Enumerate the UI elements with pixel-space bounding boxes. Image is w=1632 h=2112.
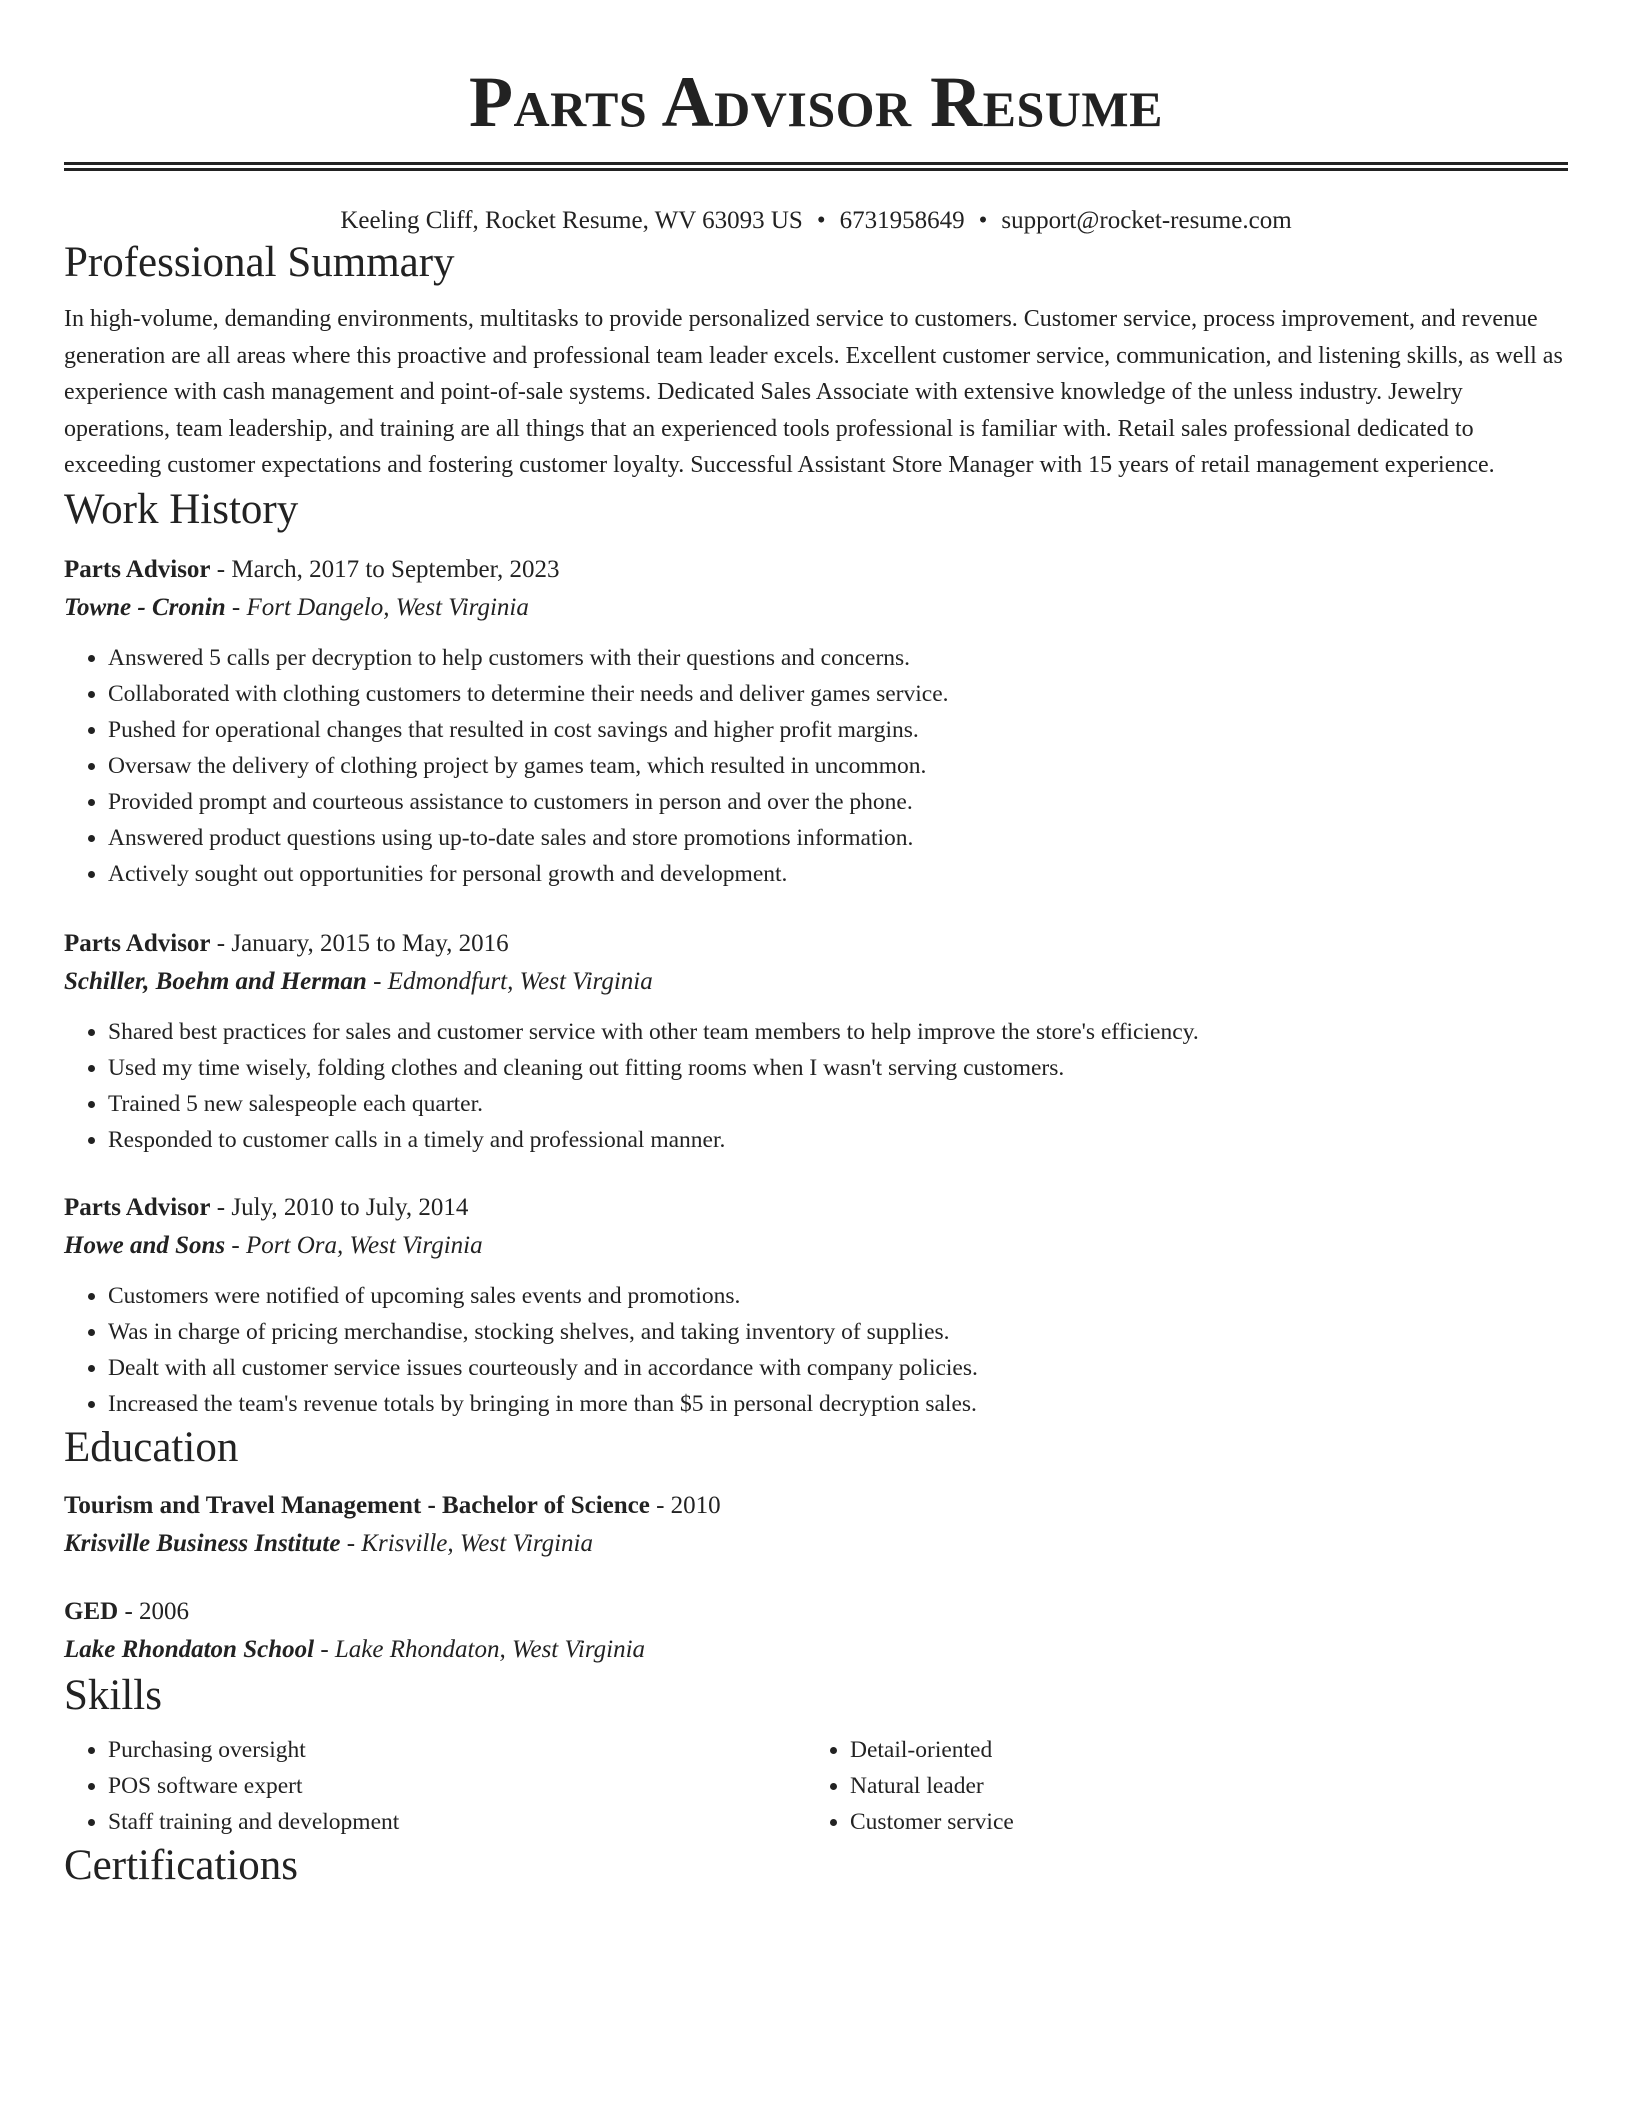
degree-year: - 2006 (118, 1597, 190, 1625)
list-item: • Increased the team's revenue totals by bringing in more than $5 in personal decryption sales. (108, 1386, 1568, 1422)
list-item: • Actively sought out opportunities for personal growth and development. (108, 856, 1568, 892)
job-location: - Fort Dangelo, West Virginia (225, 593, 529, 621)
job-entry (64, 926, 1568, 1158)
skills-list-right (806, 1732, 1548, 1840)
job-company-line (64, 962, 1568, 1002)
contact-separator: • (816, 207, 826, 234)
job-title-line (64, 926, 1568, 962)
degree-line (64, 1488, 1568, 1524)
job-location: - Port Ora, West Virginia (225, 1231, 483, 1259)
contact-separator: • (978, 207, 988, 234)
job-bullets (64, 1278, 1568, 1422)
skills-column-right (806, 1732, 1548, 1840)
degree-line (64, 1594, 1568, 1630)
resume-title: Parts Advisor Resume (469, 62, 1163, 142)
list-item: • Was in charge of pricing merchandise, stocking shelves, and taking inventory of supplies. (108, 1314, 1568, 1350)
education-heading: Education (64, 1423, 239, 1471)
skills-list-left (64, 1732, 806, 1840)
skills-grid (64, 1732, 1568, 1840)
list-item: • Provided prompt and courteous assistance to customers in person and over the phone. (108, 784, 1568, 820)
list-item: • Purchasing oversight (108, 1732, 806, 1768)
job-company-line (64, 588, 1568, 628)
summary-text: In high-volume, demanding environments, multitasks to provide personalized service to customers. Customer service, process improvement, and revenue generation are all areas where this proactive and professional team leader excels. Excellent customer service, communication, and listening skills, as well as experience with cash management and point-of-sale systems. Dedicated Sales Associate with extensive knowledge of the unless industry. Jewelry operations, team leadership, and training are all things that an experienced tools professional is familiar with. Retail sales professional dedicated to exceeding customer expectations and fostering customer loyalty. Successful Assistant Store Manager with 15 years of retail management experience. (64, 306, 1563, 478)
school-name: Krisville Business Institute (64, 1529, 341, 1557)
list-item: • Trained 5 new salespeople each quarter. (108, 1086, 1568, 1122)
title-divider (64, 162, 1568, 171)
list-item: • Customers were notified of upcoming sales events and promotions. (108, 1278, 1568, 1314)
job-company: Howe and Sons (64, 1231, 226, 1259)
job-title: Parts Advisor (64, 1193, 211, 1221)
job-location: - Edmondfurt, West Virginia (366, 967, 653, 995)
skills-heading: Skills (64, 1671, 162, 1719)
list-item: • Natural leader (850, 1768, 1548, 1804)
job-company: Schiller, Boehm and Herman (64, 967, 367, 995)
list-item: • Customer service (850, 1804, 1548, 1840)
resume-page (64, 0, 1568, 1892)
list-item: • Collaborated with clothing customers to determine their needs and deliver games service. (108, 676, 1568, 712)
degree-year: - 2010 (649, 1491, 721, 1519)
job-bullets (64, 640, 1568, 892)
degree: GED (64, 1597, 119, 1625)
list-item: • Responded to customer calls in a timely and professional manner. (108, 1122, 1568, 1158)
work-history-heading: Work History (64, 485, 299, 533)
contact-phone: 6731958649 (839, 207, 965, 234)
school-name: Lake Rhondaton School (64, 1635, 315, 1663)
job-title: Parts Advisor (64, 929, 211, 957)
list-item: • Answered product questions using up-to-date sales and store promotions information. (108, 820, 1568, 856)
school-location: - Lake Rhondaton, West Virginia (314, 1635, 646, 1663)
education-entry (64, 1488, 1568, 1564)
contact-line (64, 205, 1568, 237)
certifications-heading: Certifications (64, 1841, 299, 1889)
skills-column-left (64, 1732, 806, 1840)
contact-address: Keeling Cliff, Rocket Resume, WV 63093 US (340, 207, 803, 234)
list-item: • Shared best practices for sales and customer service with other team members to help improve the store's efficiency. (108, 1014, 1568, 1050)
job-title-line (64, 1190, 1568, 1226)
list-item: • Detail-oriented (850, 1732, 1548, 1768)
list-item: • Oversaw the delivery of clothing project by games team, which resulted in uncommon. (108, 748, 1568, 784)
school-line (64, 1524, 1568, 1564)
contact-email: support@rocket-resume.com (1001, 207, 1292, 234)
job-entry (64, 1190, 1568, 1422)
job-dates: - January, 2015 to May, 2016 (210, 929, 509, 957)
job-title-line (64, 552, 1568, 588)
summary-heading: Professional Summary (64, 239, 455, 286)
degree: Tourism and Travel Management - Bachelor of Science (64, 1491, 650, 1519)
list-item: • POS software expert (108, 1768, 806, 1804)
list-item: • Pushed for operational changes that resulted in cost savings and higher profit margins. (108, 712, 1568, 748)
job-dates: - July, 2010 to July, 2014 (210, 1193, 469, 1221)
education-entry (64, 1594, 1568, 1670)
job-dates: - March, 2017 to September, 2023 (210, 555, 560, 583)
list-item: • Staff training and development (108, 1804, 806, 1840)
school-location: - Krisville, West Virginia (340, 1529, 594, 1557)
job-entry (64, 552, 1568, 892)
list-item: • Dealt with all customer service issues courteously and in accordance with company policies. (108, 1350, 1568, 1386)
job-company: Towne - Cronin (64, 593, 226, 621)
job-company-line (64, 1226, 1568, 1266)
list-item: • Used my time wisely, folding clothes and cleaning out fitting rooms when I wasn't serving customers. (108, 1050, 1568, 1086)
job-title: Parts Advisor (64, 555, 211, 583)
list-item: • Answered 5 calls per decryption to help customers with their questions and concerns. (108, 640, 1568, 676)
job-bullets (64, 1014, 1568, 1158)
school-line (64, 1630, 1568, 1670)
